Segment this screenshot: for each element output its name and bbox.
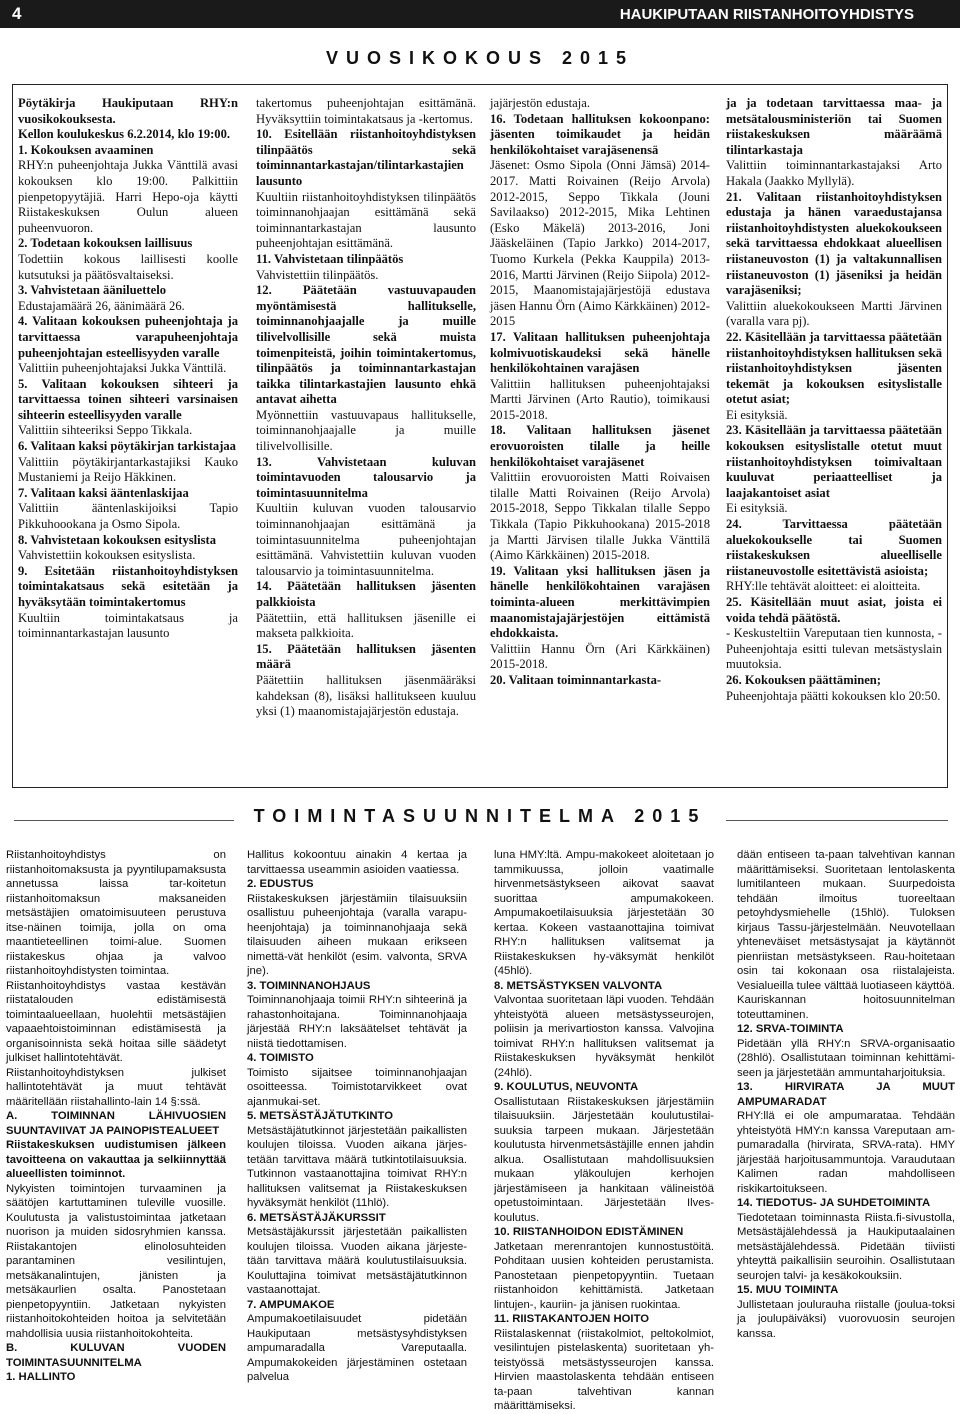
item-heading: 6. METSÄSTÄJÄKURSSIT (247, 1211, 386, 1224)
item-heading: 13. Vahvistetaan kuluvan toimintavuoden talousarvio ja toimintasuunnitelma (256, 454, 476, 500)
plan-column-4 (737, 848, 955, 1393)
body-paragraph: Hallitus kokoontuu ainakin 4 kertaa ja tarvittaessa useammin asioiden vaatiessa. (247, 849, 467, 876)
item-heading: 15. MUU TOIMINTA (737, 1284, 839, 1296)
body-paragraph: Metsästäjäkurssit järjestetään paikallisten koulujen tiloissa. Vuoden aikana järjeste-tään tarvittava määrä koulutustilaisuuksia. Kouluttajina toimivat metsästäjätutkinnon vastaanottajat. (247, 1226, 467, 1296)
body-paragraph: Jullistetaan joulurauha riistalle (joulua-toksi ja joulupäiväksi) vuorovuosin seurojen kanssa. (737, 1298, 955, 1340)
body-paragraph: Vahvistettiin kokouksen esityslista. (18, 548, 196, 563)
item-heading: 9. KOULUTUS, NEUVONTA (494, 1081, 639, 1093)
body-paragraph: Kuultiin kuluvan vuoden talousarvio toiminnanohjaajan esittämänä ja toimintasuunnitelma puheenjohtajan esittämänä. Vahvistettiin kuluvan vuoden talousarvio ja toimintasuunnitelma. (256, 501, 476, 578)
body-paragraph: Valittiin ääntenlaskijoiksi Tapio Pikkuhoookana ja Osmo Sipola. (18, 501, 238, 532)
item-heading: 14. Päätetään hallituksen jäsenten palkkioista (256, 579, 476, 609)
item-heading: 20. Valitaan toiminnantarkasta- (490, 672, 662, 687)
body-paragraph: RHY:lle tehtävät aloitteet: ei aloitteita. (726, 579, 921, 594)
item-heading: 15. Päätetään hallituksen jäsenten määrä (256, 641, 476, 672)
item-heading: 26. Kokouksen päättäminen; (726, 672, 881, 687)
item-heading: 9. Esitetään riistanhoitoyhdistyksen toimintakatsaus sekä esitetään ja hyväksytään toimintakertomus (18, 563, 238, 609)
item-heading: 2. EDUSTUS (247, 878, 314, 890)
body-paragraph: Tiedotetaan toiminnasta Riista.fi-sivustolla, Metsästäjälehdessä ja Haukiputaalainen metsästäjälehdessä. Pidetään tiiviisti yhteyttä paikallisiin seuroihin. Osallistutaan seurojen talvi- ja kesäkokouksiin. (737, 1211, 955, 1282)
body-paragraph: Toiminnanohjaaja toimii RHY:n sihteerinä ja rahastonhoitajana. Toiminnanohjaaja järjestää RHY:n laksäätelset tehtävät ja niistä tiedottamisen. (247, 994, 467, 1050)
body-paragraph: luna HMY:ltä. Ampu-makokeet aloitetaan jo tammikuussa, jolloin vaatimalle hirvenmetsästykseen aikovat saavat suorittaa ampumakokeen. Ampumakoetilaisuuksia järjestetään 30 kertaa. Kokeen vastaanottajina toimivat RHY:n hallituksen valitsemat ja Riistakeskuksen hy-väksymät henkilöt (45hlö). (494, 849, 714, 977)
minutes-column-4 (726, 96, 942, 780)
plan-column-3 (494, 848, 714, 1412)
minutes-column-2 (256, 96, 476, 780)
item-heading: 3. Vahvistetaan ääniluettelo (18, 283, 166, 298)
item-heading: 21. Valitaan riistanhoitoyhdistyksen edustaja ja hänen varaedustajansa riistanhoitoyhdistysten aluekokoukseen sekä tarvittaessa ehdokkaat alueellisen riistaneuvoston (1) ja valtakunnallisen riistaneuvoston (1) jäseniksi ja heidän varajäseniksi; (726, 189, 942, 298)
body-paragraph: Valvontaa suoritetaan läpi vuoden. Tehdään yhteistyötä alueen metsästysseurojen, poliisin ja merivartioston kanssa. Valvojina toimivat RHY:n hallituksen valitsemat ja Riistakeskuksen hyväksymät henkilöt (24hlö). (494, 994, 714, 1079)
item-heading: 22. Käsitellään ja tarvittaessa päätetään riistanhoitoyhdistyksen hallituksen sekä riistanhoitoyhdistyksen jäsenten tekemät ja kokouksen esityslistalle otetut asiat; (726, 329, 942, 407)
body-paragraph: Valittiin puheenjohtajaksi Jukka Vänttilä. (18, 361, 227, 376)
plan-column-2 (247, 848, 467, 1393)
item-heading: 1. Kokouksen avaaminen (18, 142, 154, 157)
item-heading: 4. TOIMISTO (247, 1052, 314, 1064)
item-heading: 6. Valitaan kaksi pöytäkirjan tarkistajaa (18, 439, 236, 454)
item-heading: 19. Valitaan yksi hallituksen jäsen ja hänelle henkilökohtainen varajäsen toiminta-alueen merkittävimpien maanomistajajärjestöjen eittämistä ehdokkaista. (490, 563, 710, 641)
item-heading: 11. RIISTAKANTOJEN HOITO (494, 1313, 650, 1325)
body-paragraph: - Keskusteltiin Vareputaan tien kunnosta, - Puheenjohtaja esitti tulevan metsästyslain muutoksia. (726, 626, 942, 672)
body-paragraph: dään entiseen ta-paan talvehtivan kannan määrittämiseksi. Suoritetaan lentolaskenta lumitilanteen mukaan. Suurpedoista tehdään ilmoitus tuoreeltaan petoyhdysmiehelle (15hlö). Tuloksen kirjaus Tassu-järjestelmään. Neuvotellaan yhteneväiset metsästysajat ja käytännöt pienriistan metsästykseen. Rau-hoitetaan osin tai kokonaan osa riistalajeista. Vesialueilla tulee välttää luotiaseen käyttöä. Kauriskannan hoitosuunnitelman toteuttaminen. (737, 849, 955, 1021)
item-heading: 8. METSÄSTYKSEN VALVONTA (494, 979, 663, 992)
item-heading: 12. Päätetään vastuuvapauden myöntämisestä hallitukselle, toiminnanohjaajalle ja muille tilivelvollisille sekä muista toimenpiteistä, joihin toimintakertomus, tilinpäätös ja toiminnantarkastajan taikka tilintarkastajien lausunto ehkä antavat aihetta (256, 283, 476, 407)
item-heading: 4. Valitaan kokouksen puheenjohtaja ja tarvittaessa varapuheenjohtaja puheenjohtajan esteellisyyden varalle (18, 314, 238, 360)
item-heading: 25. Käsitellään muut asiat, joista ei voida tehdä päätöstä. (726, 595, 942, 625)
publication-name: HAUKIPUTAAN RIISTANHOITOYHDISTYS (619, 6, 914, 23)
item-heading: 12. SRVA-TOIMINTA (737, 1023, 844, 1035)
body-paragraph: Riistanhoitoyhdistys on riistanhoitomaksusta ja pyyntilupamaksusta annetussa laissa tar-koitetun riistanhoitomaksun maksaneiden metsästäjien omatoimisuuteen perustuva itse-näinen toimija, jolla on oma maantieteellinen toimi-alue. Suomen riistakeskus ohjaa ja valvoo riistanhoitoyhdistysten toimintaa. (6, 849, 226, 977)
page-header-bar (0, 0, 960, 28)
body-paragraph: Myönnettiin vastuuvapaus hallitukselle, toiminnanohjaajalle ja muille tilivelvollisille. (256, 407, 476, 454)
body-paragraph: Valittiin sihteeriksi Seppo Tikkala. (18, 423, 193, 438)
item-heading: 8. Vahvistetaan kokouksen esityslista (18, 532, 217, 547)
item-heading: 14. TIEDOTUS- JA SUHDETOIMINTA (737, 1197, 931, 1209)
body-paragraph: Valittiin toiminnantarkastajaksi Arto Hakala (Jaakko Myllylä). (726, 158, 942, 188)
body-paragraph: Pidetään yllä RHY:n SRVA-organisaatio (28hlö). Osallistutaan toiminnan kehittämi-seen ja järjestetään ammuntaharjoituksia. (737, 1037, 955, 1079)
item-heading: 17. Valitaan hallituksen puheenjohtaja kolmivuotiskaudeksi sekä hänelle henkilökohtainen varajäsen (490, 329, 710, 376)
title-rule-right (726, 820, 948, 821)
item-heading: 23. Käsitellään ja tarvittaessa päätetään kokouksen esityslistalle otetut muut riistanhoitoyhdistyksen toimivaltaan kuuluvat periaatteelliset ja laajakantoiset asiat (726, 423, 942, 500)
item-heading: 10. Esitellään riistanhoitoyhdistyksen tilinpäätös sekä toiminnantarkastajan/tilintarkastajien lausunto (256, 127, 476, 188)
section-title-vuosikokous: VUOSIKOKOUS 2015 (325, 48, 635, 68)
body-paragraph: Jatketaan merenrantojen kunnostustöitä. Pohditaan uusien kohteiden perustamista. Panostetaan pienpetopyyntiin. Tuetaan riistanhoidon kehittämistä. Jatketaan lintujen-, kauriin- ja jänisen ruokintaa. (494, 1240, 714, 1311)
item-heading: 1. HALLINTO (6, 1371, 76, 1383)
item-heading: 7. Valitaan kaksi ääntenlaskijaa (18, 485, 189, 500)
body-paragraph: Valittiin aluekokoukseen Martti Järvinen (varalla vara pj). (726, 298, 942, 329)
page-number: 4 (12, 4, 22, 23)
body-paragraph: Todettiin kokous laillisesti koolle kutsutuksi ja päätösvaltaiseksi. (18, 251, 238, 282)
body-paragraph: RHY:n puheenjohtaja Jukka Vänttilä avasi kokouksen klo 19:00. Palkittiin pienpetopyytäjiä. Harri Hepo-oja käytti Riistakeskuksen Oulun alueen puheenvuoron. (18, 158, 238, 235)
item-heading: 5. METSÄSTÄJÄTUTKINTO (247, 1110, 394, 1122)
body-paragraph: Riistanhoitoyhdistyksen julkiset hallintotehtävät ja muut tehtävät määritellään riistahallinto-lain 14 §:ssä. (6, 1066, 226, 1108)
minutes-column-3 (490, 96, 710, 780)
item-heading: B. KULUVAN VUODEN TOIMINTASUUNNITELMA (6, 1342, 226, 1369)
item-heading: 2. Todetaan kokouksen laillisuus (18, 236, 193, 251)
body-paragraph: takertomus puheenjohtajan esittämänä. Hyväksyttiin toimintakatsaus ja -kertomus. (256, 96, 476, 126)
item-heading: 16. Todetaan hallituksen kokoonpano: jäsenten toimikaudet ja heidän henkilökohtaiset varajäsenensä (490, 111, 710, 157)
item-heading: ja ja todetaan tarvittaessa maa- ja metsätalousministeriön tai Suomen riistakeskuksen määräämä tilintarkastaja (726, 96, 942, 157)
body-paragraph: Kuultiin riistanhoitoyhdistyksen tilinpäätös toiminnanohjaajan esittämänä sekä toiminnantarkastajan lausunto puheenjohtajan esittämänä. (256, 189, 476, 251)
body-paragraph: Valittiin Hannu Örn (Ari Kärkkäinen) 2015-2018. (490, 641, 710, 672)
body-paragraph: Edustajamäärä 26, äänimäärä 26. (18, 298, 185, 313)
body-paragraph: RHY:llä ei ole ampumarataa. Tehdään yhteistyötä HMY:n kanssa Vareputaan am-pumaradalla (hirvirata, SRVA-rata). HMY järjestää harjoitusammuntoja. Varaudutaan Kalimen radan mahdolliseen riskikartoitukseen. (737, 1110, 955, 1195)
body-paragraph: Kuultiin toimintakatsaus ja toiminnantarkastajan lausunto (18, 610, 238, 641)
body-paragraph: Ei esityksiä. (726, 501, 788, 516)
body-paragraph: Toimisto sijaitsee toiminnanohjaajan osoitteessa. Toimistotarvikkeet ovat ajanmukai-set. (247, 1066, 467, 1108)
item-heading: 11. Vahvistetaan tilinpäätös (256, 251, 404, 266)
body-paragraph: Ei esityksiä. (726, 407, 788, 422)
item-heading: 3. TOIMINNANOHJAUS (247, 979, 371, 992)
body-paragraph: Valittiin erovuoroisten Matti Roivaisen tilalle Matti Roivainen (Reijo Arvola) 2015-2018, Seppo Tikkalan tilalle Seppo Tikkala (Tapio Pikkuhookana) 2015-2018 ja Martti Järvisen tilalle Jukka Vänttilä (Aimo Kärkkäinen) 2015-2018. (490, 470, 710, 563)
body-paragraph: Riistalaskennat (riistakolmiot, peltokolmiot, vesilintujen pistelaskenta) suoritetaan yh-teistyössä metsästysseurojen kanssa. Hirvien maastolaskenta tehdään entiseen ta-paan talvehtivan kannan määrittämiseksi. (494, 1327, 714, 1412)
body-paragraph: jajärjestön edustaja. (490, 96, 591, 110)
plan-column-1 (6, 848, 226, 1393)
item-heading: 10. RIISTANHOIDON EDISTÄMINEN (494, 1226, 684, 1238)
body-paragraph: Valittiin pöytäkirjantarkastajiksi Kauko Mustaniemi ja Reijo Häkkinen. (18, 454, 238, 485)
body-paragraph: Nykyisten toimintojen turvaaminen ja säätöjen kartuttaminen tuleville vuosille. Koulutusta ja valistustoimintaa jatketaan nuorison ja muiden sidosryhmien kanssa. Riistakantojen elinolosuhteiden parantaminen vesilintujen, metsäkanalintujen, jänisten ja metsäkaurlien osalta. Panostetaan pienpetopyyntiin. Jatketaan nykyisten riistanhoitokohteiden hoitoa ja selvitetään mahdollisia uusia riistanhoitokohteita. (6, 1182, 226, 1340)
minutes-column-1 (18, 96, 238, 780)
body-paragraph: Ampumakoetilaisuudet pidetään Haukiputaan metsästysyhdistyksen ampumaradalla Vareputaalla. Ampumakokeiden järjestäminen ostetaan palvelua (247, 1313, 467, 1383)
minutes-intro: Kellon koulukeskus 6.2.2014, klo 19:00. (18, 127, 231, 142)
body-paragraph: Jäsenet: Osmo Sipola (Onni Jämsä) 2014-2017. Matti Roivainen (Reijo Arvola) 2012-2015, Seppo Tikkala (Jouni Savilaakso) 2012-2015, Mika Lehtinen (Esko Mäkelä) 2013-2016, Joni Jääskeläinen (Tapio Jarkko) 2014-2017, Tuomo Kurkela (Pekka Kauppila) 2013-2016, Martti Järvinen (Reijo Siipola) 2012-2015, Maanomistajajärjestöjä edustava jäsen Hannu Örn (Aimo Kärkkäinen) 2012-2015 (490, 158, 710, 329)
body-paragraph: Osallistutaan Riistakeskuksen järjestämiin tilaisuuksiin. Järjestetään koulutustilai-suuksia tarpeen mukaan. Järjestetään koulutusta hirvenmetsästäjille ennen jahdin alkua. Osallistutaan mahdollisuuksien mukaan yläkoulujen kerhojen järjestämiseen ja hankitaan välineistöä opetustoimintaan. Järjestetään Ilves-koulutus. (494, 1095, 714, 1224)
body-paragraph: Riistanhoitoyhdistys vastaa kestävän riistatalouden edistämisestä toimintaalueellaan, huolehtii metsästäjien vapaaehtoistoiminnan edistämisestä ja organisoinnista sekä hoitaa sille säädetyt julkiset hallintotehtävät. (6, 979, 226, 1064)
item-heading: 5. Valitaan kokouksen sihteeri ja tarvittaessa toinen sihteeri varsinaisen sihteerin esteellisyyden varalle (18, 376, 238, 422)
body-paragraph: Valittiin hallituksen puheenjohtajaksi Martti Järvinen (Arto Rautio), toimikausi 2015-2018. (490, 376, 710, 422)
body-paragraph: Päätettiin, että hallituksen jäsenille ei makseta palkkioita. (256, 610, 476, 641)
body-paragraph: Vahvistettiin tilinpäätös. (256, 267, 379, 282)
item-heading: 18. Valitaan hallituksen jäsenet erovuoroisten tilalle ja heille henkilökohtaiset varajäsenet (490, 423, 710, 469)
body-paragraph: Päätettiin hallituksen jäsenmääräksi kahdeksan (8), lisäksi hallitukseen kuuluu yksi (1) maanomistajajärjestön edustaja. (256, 672, 476, 719)
body-paragraph: Puheenjohtaja päätti kokouksen klo 20:50. (726, 688, 941, 703)
item-heading: 24. Tarvittaessa päätetään aluekokoukselle tai Suomen riistakeskuksen alueelliselle riistaneuvostolle esitettävistä asioista; (726, 517, 942, 578)
item-heading: 7. AMPUMAKOE (247, 1298, 335, 1311)
item-heading: Riistakeskuksen uudistumisen jälkeen tavoitteena on vakauttaa ja selkiinnyttää alueellisten toiminnot. (6, 1139, 226, 1180)
body-paragraph: Metsästäjätutkinnot järjestetään paikallisten koulujen tiloissa. Vuoden aikana järjes-tetään tarvittava määrä tutkintotilaisuuksia. Tutkinnon vastaanottajina toimivat RHY:n hallituksen valitsemat ja Riistakeskuksen hyväksymät henkilöt (11hlö). (247, 1124, 467, 1209)
item-heading: 13. HIRVIRATA JA MUUT AMPUMARADAT (737, 1081, 955, 1108)
section-title-toimintasuunnitelma: TOIMINTASUUNNITELMA 2015 (253, 806, 707, 826)
body-paragraph: Riistakeskuksen järjestämiin tilaisuuksiin osallistuu puheenjohtaja (varalla varapu-heenjohtaja) ja toiminnanohjaaja sekä tilaisuuden aiheen mukaan erikseen nimettä-vät henkilöt (esim. valvonta, SRVA jne). (247, 892, 467, 977)
minutes-intro: Pöytäkirja Haukiputaan RHY:n vuosikokouksesta. (18, 96, 238, 126)
item-heading: A. TOIMINNAN LÄHIVUOSIEN SUUNTAVIIVAT JA PAINOPISTEALUEET (6, 1110, 226, 1137)
title-rule-left (14, 820, 234, 821)
